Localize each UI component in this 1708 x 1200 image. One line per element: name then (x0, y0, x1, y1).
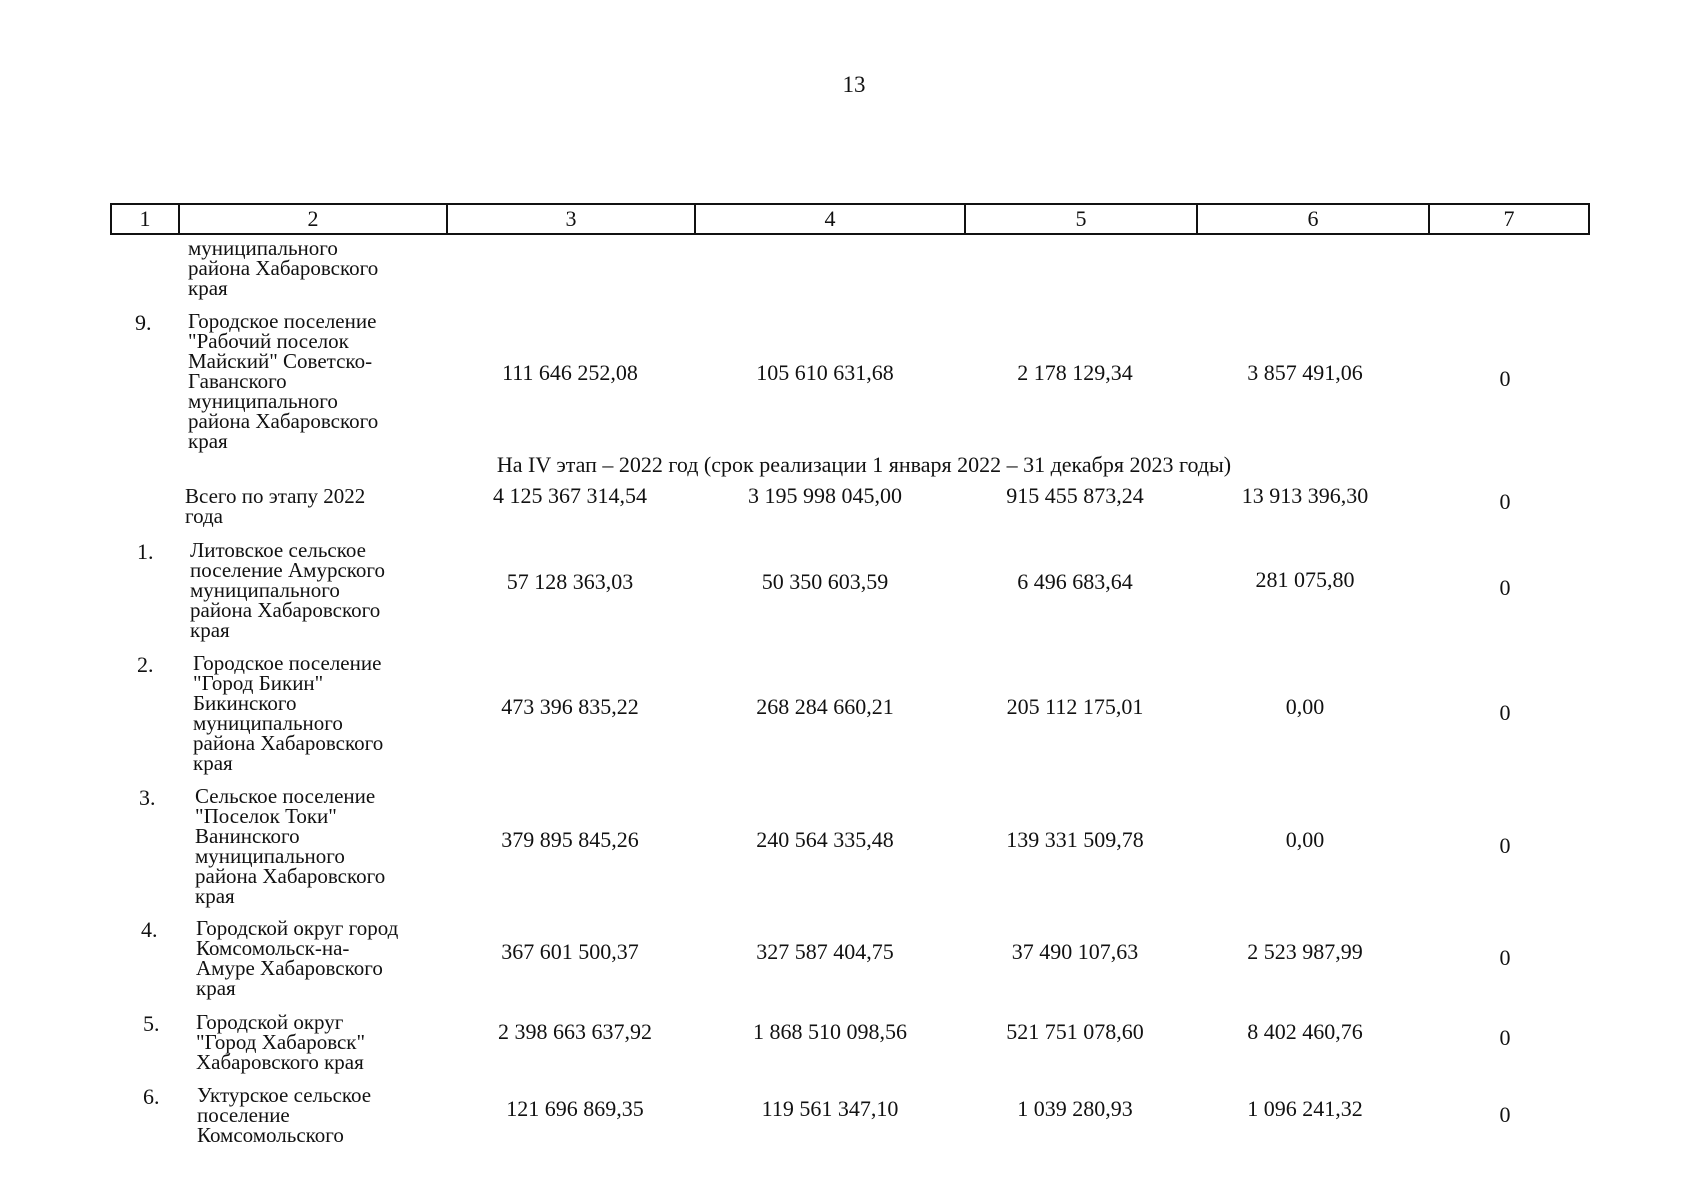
row-name: Городское поселение "Город Бикин" Бикинского муниципального района Хабаровского края (193, 651, 384, 775)
row-col-4: 1 868 510 098,56 (753, 1019, 907, 1044)
row-col-5: 2 178 129,34 (1017, 360, 1133, 385)
row-col-4: 268 284 660,21 (756, 694, 894, 719)
row-col-6: 2 523 987,99 (1247, 939, 1363, 964)
row-col-3: 2 398 663 637,92 (498, 1019, 652, 1044)
row-col-7: 0 (1499, 700, 1511, 725)
table-header-row (110, 203, 1590, 235)
row-col-5: 139 331 509,78 (1006, 827, 1144, 852)
row-name: Городской округ "Город Хабаровск" Хабаровского края (196, 1010, 366, 1074)
row-col-7: 0 (1499, 1102, 1511, 1127)
row-name: Городское поселение "Рабочий поселок Майский" Советско- Гаванского муниципального района Хабаровского края (188, 309, 379, 453)
row-col-6: 281 075,80 (1255, 567, 1355, 592)
row-name: Сельское поселение "Поселок Токи" Ванинского муниципального района Хабаровского края (195, 784, 386, 908)
row-col-7: 0 (1499, 575, 1511, 600)
row-col-3: 379 895 845,26 (501, 827, 639, 852)
row-col-6: 13 913 396,30 (1241, 483, 1369, 508)
row-col-4: 3 195 998 045,00 (748, 483, 902, 508)
row-col-7: 0 (1499, 833, 1511, 858)
page-number: 13 (842, 72, 866, 97)
row-number: 9. (135, 310, 152, 335)
row-col-5: 521 751 078,60 (1006, 1019, 1144, 1044)
row-number: 3. (139, 785, 156, 810)
row-col-7: 0 (1499, 945, 1511, 970)
row-col-4: 105 610 631,68 (756, 360, 894, 385)
row-number: 4. (141, 917, 158, 942)
row-name: Городской округ город Комсомольск-на- Амуре Хабаровского края (196, 916, 399, 1000)
row-col-4: 327 587 404,75 (756, 939, 894, 964)
row-col-5: 6 496 683,64 (1017, 569, 1133, 594)
row-number: 6. (143, 1084, 160, 1109)
row-col-5: 37 490 107,63 (1011, 939, 1139, 964)
row-col-4: 240 564 335,48 (756, 827, 894, 852)
row-col-3: 111 646 252,08 (502, 360, 638, 385)
row-col-6: 0,00 (1285, 827, 1325, 852)
row-col-3: 473 396 835,22 (501, 694, 639, 719)
row-col-3: 367 601 500,37 (501, 939, 639, 964)
row-col-5: 205 112 175,01 (1006, 694, 1144, 719)
header-col-7: 7 (1503, 206, 1515, 231)
row-name: муниципального района Хабаровского края (188, 236, 379, 300)
row-col-3: 121 696 869,35 (506, 1096, 644, 1121)
header-col-6: 6 (1198, 205, 1430, 233)
row-col-3: 4 125 367 314,54 (493, 483, 647, 508)
row-col-6: 3 857 491,06 (1247, 360, 1363, 385)
header-col-5: 5 (966, 205, 1198, 233)
row-col-6: 8 402 460,76 (1247, 1019, 1363, 1044)
row-col-6: 0,00 (1285, 694, 1325, 719)
row-col-6: 1 096 241,32 (1247, 1096, 1363, 1121)
header-col-4: 4 (696, 205, 966, 233)
row-col-4: 50 350 603,59 (761, 569, 889, 594)
row-col-3: 57 128 363,03 (506, 569, 634, 594)
header-col-1: 1 (112, 205, 180, 233)
row-col-7: 0 (1499, 489, 1511, 514)
row-name: Всего по этапу 2022 года (185, 484, 366, 528)
row-number: 5. (143, 1011, 160, 1036)
header-col-2: 2 (180, 205, 448, 233)
row-name: Литовское сельское поселение Амурского муниципального района Хабаровского края (190, 538, 386, 642)
row-number: 1. (137, 539, 154, 564)
row-col-7: 0 (1499, 366, 1511, 391)
row-name: Уктурское сельское поселение Комсомольского (197, 1083, 372, 1147)
row-col-7: 0 (1499, 1025, 1511, 1050)
row-col-5: 915 455 873,24 (1006, 483, 1144, 508)
row-number: 2. (137, 652, 154, 677)
stage-caption: На IV этап – 2022 год (срок реализации 1 января 2022 – 31 декабря 2023 годы) (496, 452, 1232, 477)
row-col-4: 119 561 347,10 (761, 1096, 899, 1121)
row-col-5: 1 039 280,93 (1017, 1096, 1133, 1121)
header-col-3: 3 (448, 205, 696, 233)
